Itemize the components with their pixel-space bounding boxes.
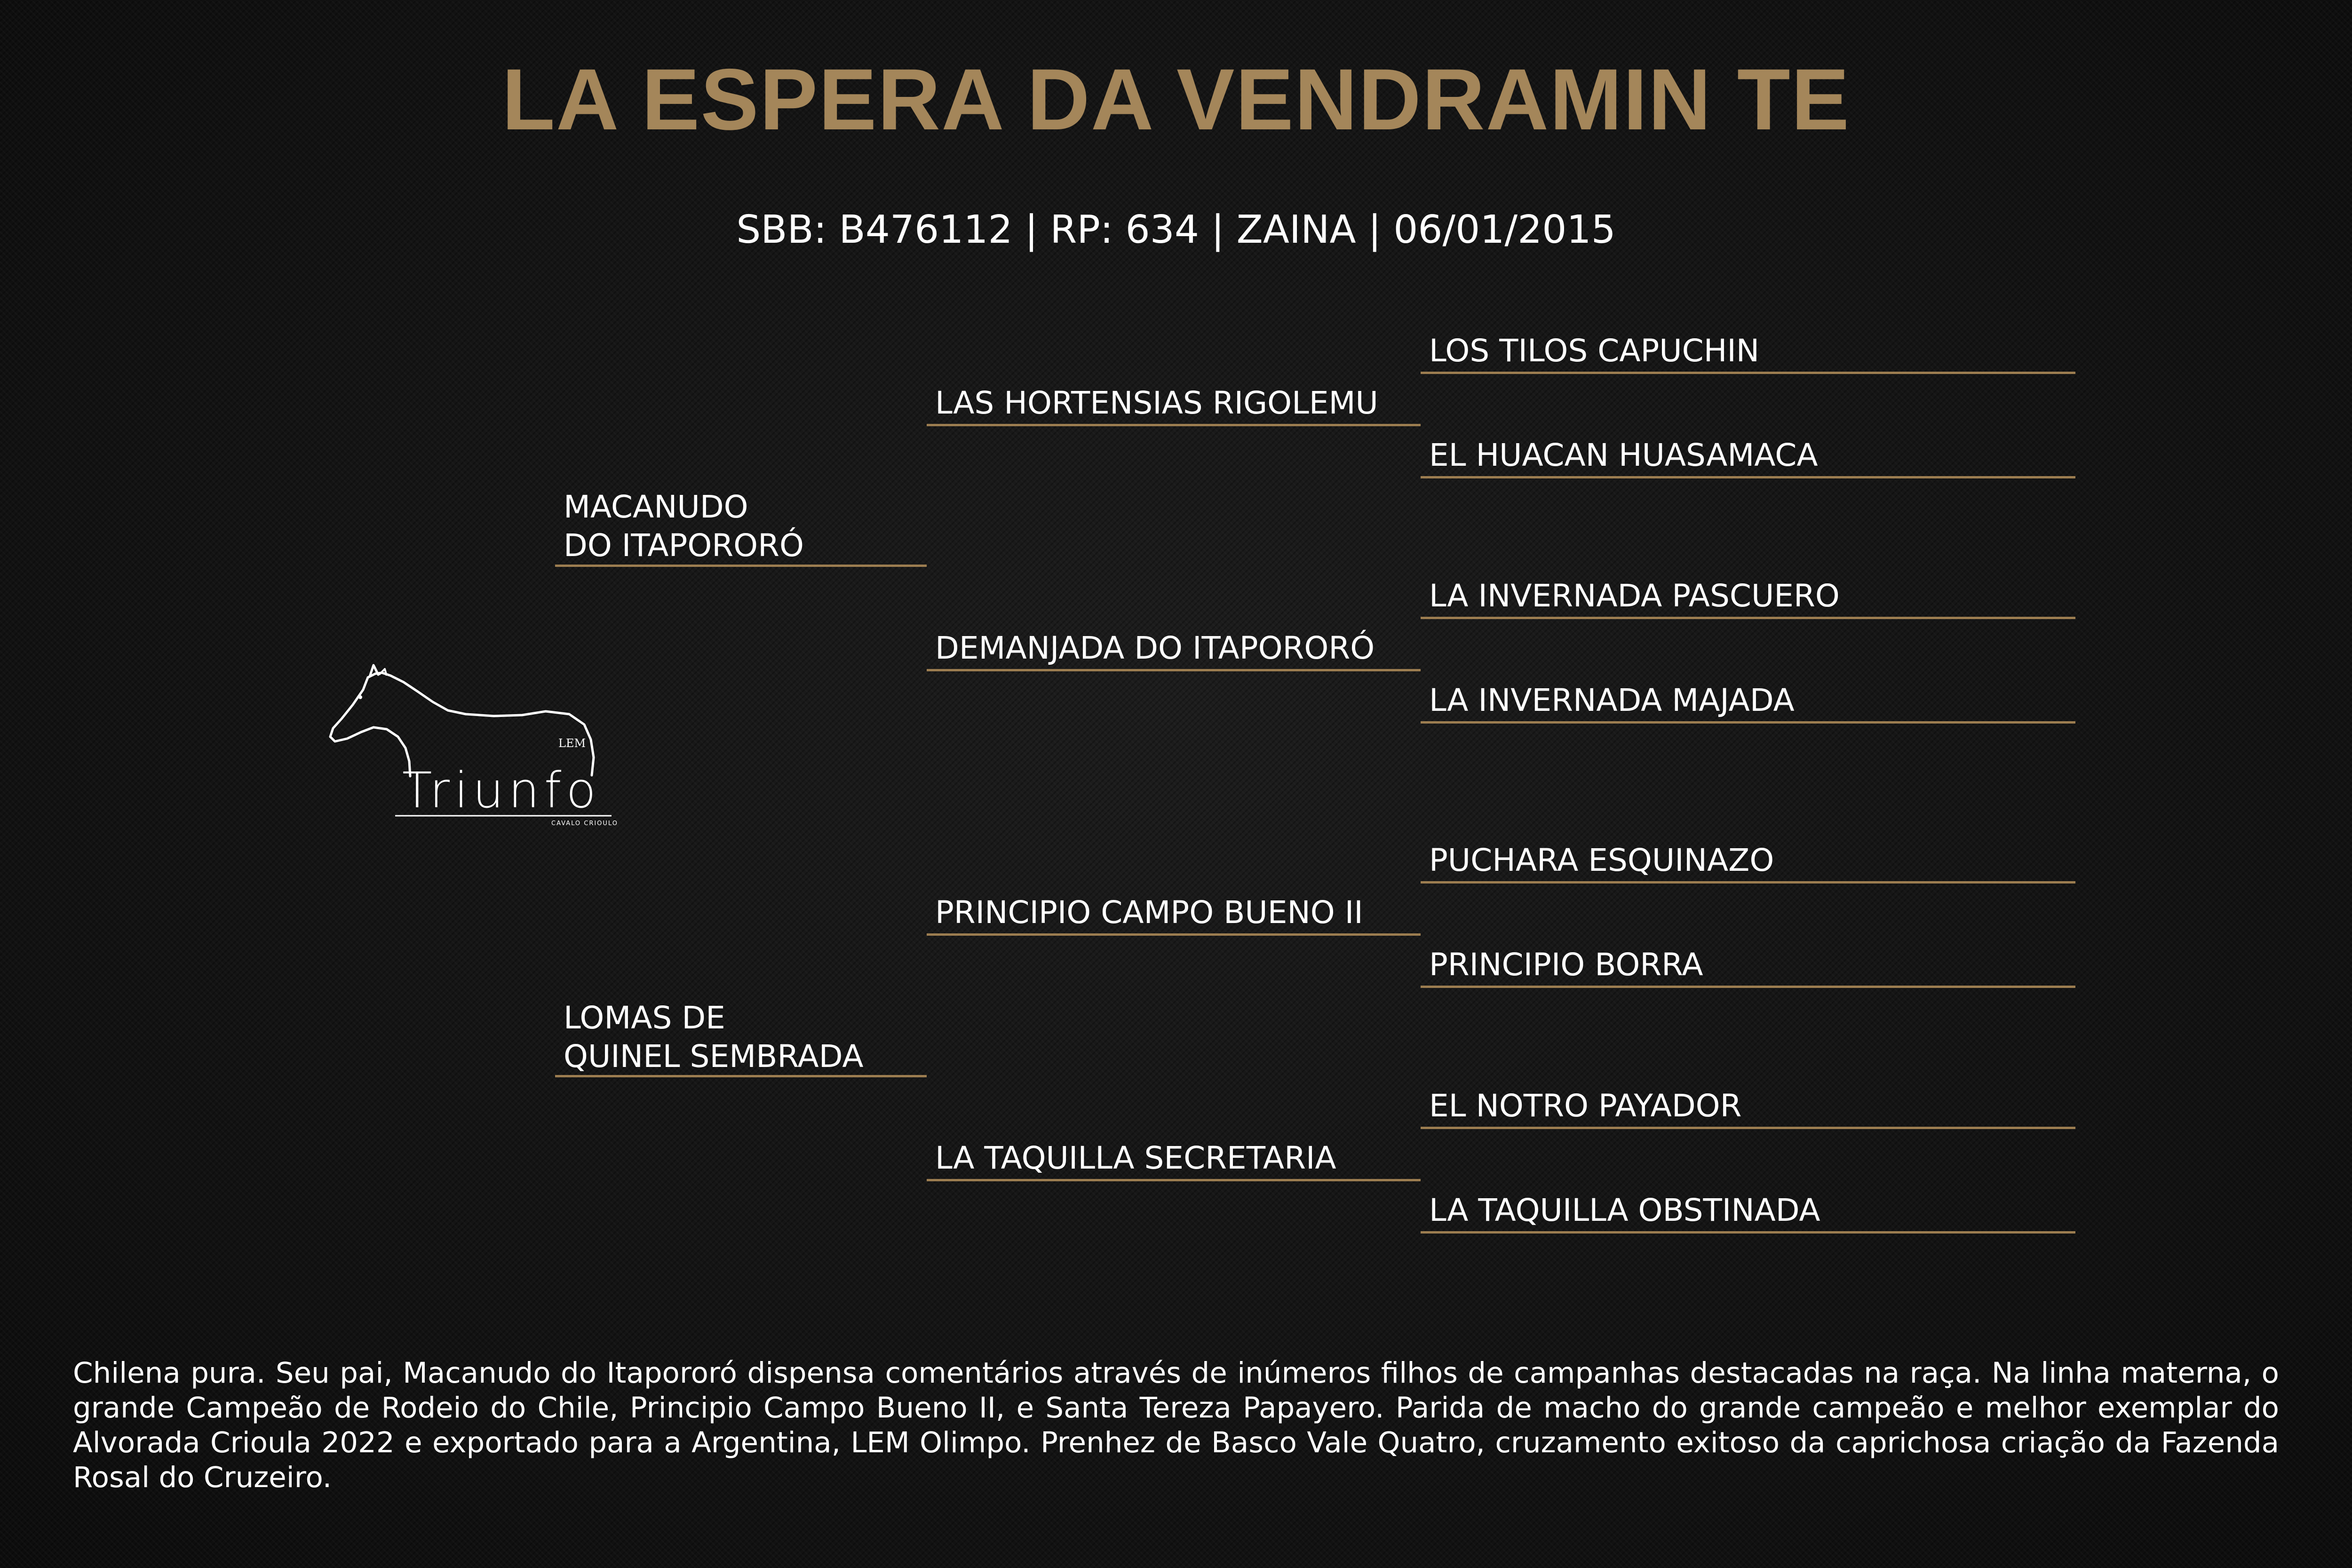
- registry-info: [0, 207, 2352, 252]
- ggp-6-name: PRINCIPIO BORRA: [1429, 947, 1703, 983]
- separator: |: [1368, 207, 1382, 252]
- sire-dam-underline: [927, 669, 1421, 671]
- ggp-8-underline: [1421, 1231, 2075, 1234]
- horse-description: Chilena pura. Seu pai, Macanudo do Itapororó dispensa comentários através de inúmeros filhos de campanhas destacadas na raça. Na linha materna, o grande Campeão de Rodeio do Chile, Principio Campo Bueno II, e Santa Tereza Papayero. Parida de macho do grande campeão e melhor exemplar do Alvorada Crioula 2022 e exportado para a Argentina, LEM Olimpo. Prenhez de Basco Vale Quatro, cruzamento exitoso da caprichosa criação da Fazenda Rosal do Cruzeiro.: [73, 1356, 2279, 1494]
- ggp-3-underline: [1421, 617, 2075, 619]
- logo-tagline: CAVALO CRIOULO: [551, 820, 618, 827]
- ggp-2-name: EL HUACAN HUASAMACA: [1429, 437, 1818, 473]
- ggp-1-name: LOS TILOS CAPUCHIN: [1429, 333, 1760, 369]
- ggp-2-underline: [1421, 476, 2075, 478]
- ggp-5-underline: [1421, 881, 2075, 883]
- horse-name-title: LA ESPERA DA VENDRAMIN TE: [501, 51, 1851, 148]
- separator: |: [1025, 207, 1038, 252]
- dam-underline: [555, 1075, 927, 1077]
- ggp-3-name: LA INVERNADA PASCUERO: [1429, 578, 1840, 614]
- dam-name-line2: QUINEL SEMBRADA: [564, 1038, 864, 1075]
- dam-dam-name: LA TAQUILLA SECRETARIA: [935, 1140, 1336, 1176]
- coat-color: ZAINA: [1236, 207, 1356, 252]
- logo-monogram: LEM: [558, 737, 586, 750]
- logo-brand: Triunfo: [402, 762, 601, 819]
- sire-name-line2: DO ITAPORORÓ: [564, 527, 804, 564]
- ggp-4-name: LA INVERNADA MAJADA: [1429, 682, 1795, 718]
- sire-name: [555, 488, 804, 565]
- separator: |: [1211, 207, 1224, 252]
- sire-name-line1: MACANUDO: [564, 489, 748, 525]
- dam-sire-name: PRINCIPIO CAMPO BUENO II: [935, 894, 1363, 931]
- sbb-number: SBB: B476112: [736, 207, 1013, 252]
- ggp-6-underline: [1421, 986, 2075, 988]
- sire-sire-name: LAS HORTENSIAS RIGOLEMU: [935, 385, 1378, 421]
- ggp-7-underline: [1421, 1127, 2075, 1129]
- sire-dam-name: DEMANJADA DO ITAPORORÓ: [935, 630, 1375, 666]
- sire-underline: [555, 565, 927, 567]
- rp-number: RP: 634: [1050, 207, 1200, 252]
- dam-dam-underline: [927, 1179, 1421, 1181]
- dam-sire-underline: [927, 933, 1421, 936]
- ggp-4-underline: [1421, 721, 2075, 724]
- triunfo-logo: [325, 659, 626, 856]
- ggp-7-name: EL NOTRO PAYADOR: [1429, 1088, 1742, 1124]
- sire-sire-underline: [927, 424, 1421, 426]
- birth-date: 06/01/2015: [1393, 207, 1616, 252]
- dam-name-line1: LOMAS DE: [564, 1000, 725, 1036]
- ggp-8-name: LA TAQUILLA OBSTINADA: [1429, 1192, 1820, 1228]
- dam-name: [555, 999, 864, 1076]
- ggp-1-underline: [1421, 372, 2075, 374]
- ggp-5-name: PUCHARA ESQUINAZO: [1429, 842, 1774, 878]
